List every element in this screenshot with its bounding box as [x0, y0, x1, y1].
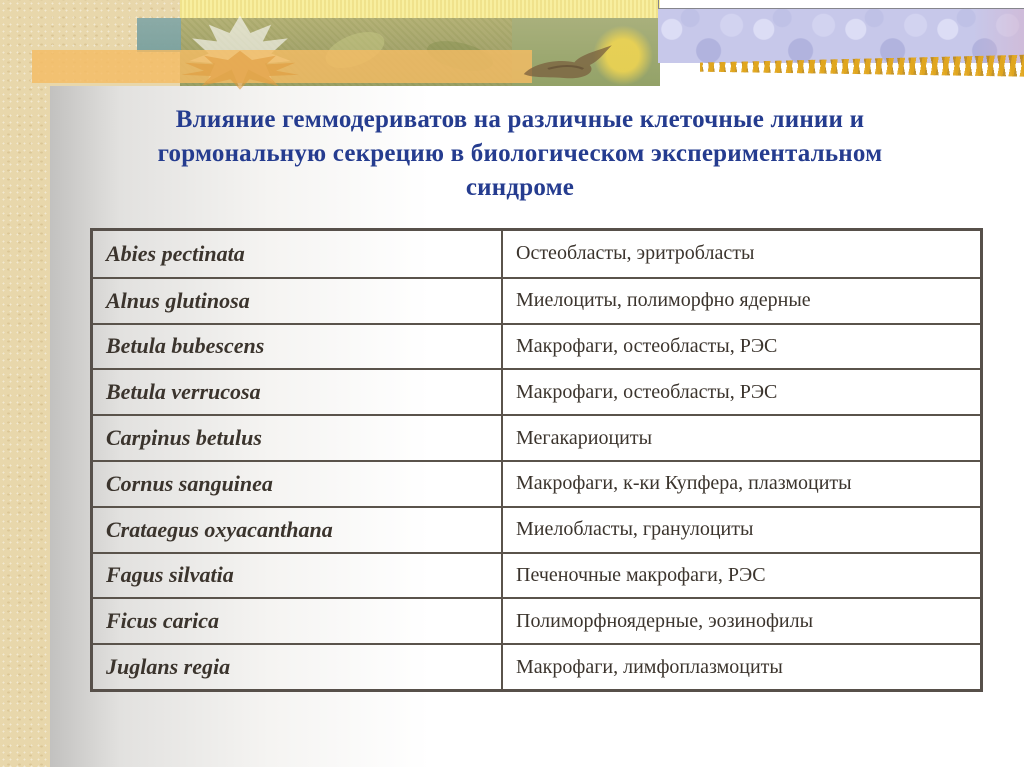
plant-name-cell: Abies pectinata — [93, 231, 503, 277]
cell-lines-cell: Макрофаги, к-ки Купфера, плазмоциты — [516, 472, 852, 495]
plant-name-cell: Juglans regia — [93, 645, 503, 689]
plant-name-cell: Betula verrucosa — [93, 370, 503, 414]
table-row — [93, 323, 980, 369]
table-row — [93, 552, 980, 598]
header-teal-square — [137, 18, 181, 52]
plant-name-cell: Ficus carica — [93, 599, 503, 643]
slide-title — [45, 103, 995, 205]
cell-lines-cell: Печеночные макрофаги, РЭС — [516, 563, 766, 586]
plant-name-cell: Crataegus oxyacanthana — [93, 508, 503, 552]
slide-title-line-2: гормональную секрецию в биологическом экспериментальном — [157, 140, 883, 167]
table-row — [93, 231, 980, 277]
bird-icon — [515, 40, 625, 86]
plant-name-cell: Fagus silvatia — [93, 554, 503, 598]
plant-name-cell: Cornus sanguinea — [93, 462, 503, 506]
maple-leaf-icon — [180, 50, 300, 90]
plant-name-cell: Carpinus betulus — [93, 416, 503, 460]
cell-lines-cell: Полиморфноядерные, эозинофилы — [516, 609, 814, 632]
table-row — [93, 414, 980, 460]
cell-lines-cell: Макрофаги, остеобласты, РЭС — [516, 380, 778, 403]
table-row — [93, 368, 980, 414]
table-row — [93, 277, 980, 323]
left-parchment-strip — [0, 0, 50, 767]
cell-lines-cell: Макрофаги, лимфоплазмоциты — [516, 655, 783, 678]
cell-lines-cell: Остеобласты, эритробласты — [516, 242, 755, 265]
cell-lines-cell: Миелоциты, полиморфно ядерные — [516, 289, 811, 312]
cell-lines-cell: Макрофаги, остеобласты, РЭС — [516, 334, 778, 357]
plant-effects-table — [90, 228, 983, 692]
header-corner-line — [658, 0, 659, 9]
table-row — [93, 643, 980, 689]
hydrangea-texture — [658, 8, 1024, 63]
plant-name-cell: Betula bubescens — [93, 325, 503, 369]
cell-lines-cell: Мегакариоциты — [516, 426, 653, 449]
table-row — [93, 597, 980, 643]
slide-title-line-1: Влияние геммодериватов на различные клеточные линии и — [175, 106, 865, 133]
plant-name-cell: Alnus glutinosa — [93, 279, 503, 323]
table-row — [93, 460, 980, 506]
cell-lines-cell: Миелобласты, гранулоциты — [516, 518, 754, 541]
table-row — [93, 506, 980, 552]
slide-title-line-3: синдроме — [465, 174, 575, 201]
